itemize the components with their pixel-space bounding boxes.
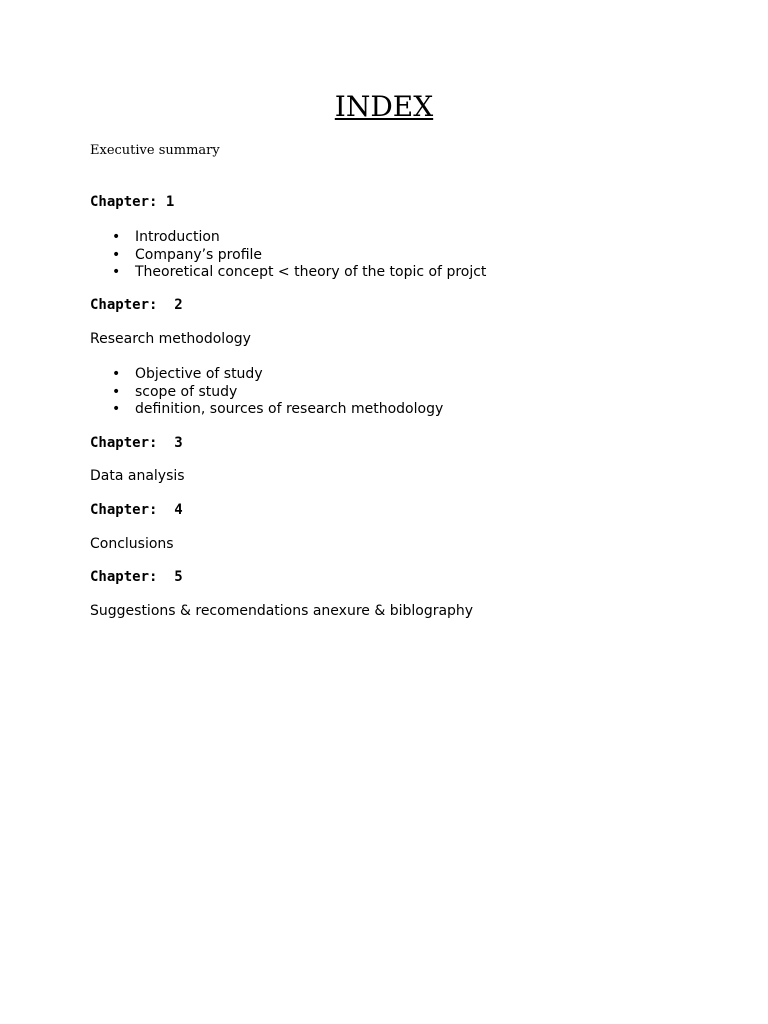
executive-summary-line: Executive summary bbox=[90, 143, 220, 158]
chapter-1-list bbox=[90, 229, 486, 282]
chapter-2-list bbox=[90, 366, 443, 419]
chapter-3-subtitle: Data analysis bbox=[90, 468, 185, 484]
list-item: • Theoretical concept < theory of the topic of projct bbox=[90, 264, 486, 282]
chapter-2-subtitle: Research methodology bbox=[90, 331, 251, 347]
chapter-5-subtitle: Suggestions & recomendations anexure & biblography bbox=[90, 603, 474, 619]
chapter-5-heading: Chapter: 5 bbox=[90, 569, 183, 585]
list-item: • scope of study bbox=[90, 384, 443, 402]
chapter-2-heading: Chapter: 2 bbox=[90, 297, 183, 313]
chapter-4-subtitle: Conclusions bbox=[90, 536, 174, 552]
list-item: • definition, sources of research methodology bbox=[90, 401, 443, 419]
list-item: • Company’s profile bbox=[90, 247, 486, 265]
chapter-1-heading: Chapter: 1 bbox=[90, 194, 175, 210]
list-item: • Objective of study bbox=[90, 366, 443, 384]
list-item: • Introduction bbox=[90, 229, 486, 247]
chapter-4-heading: Chapter: 4 bbox=[90, 502, 183, 518]
page-title: INDEX bbox=[334, 90, 434, 123]
chapter-3-heading: Chapter: 3 bbox=[90, 435, 183, 451]
